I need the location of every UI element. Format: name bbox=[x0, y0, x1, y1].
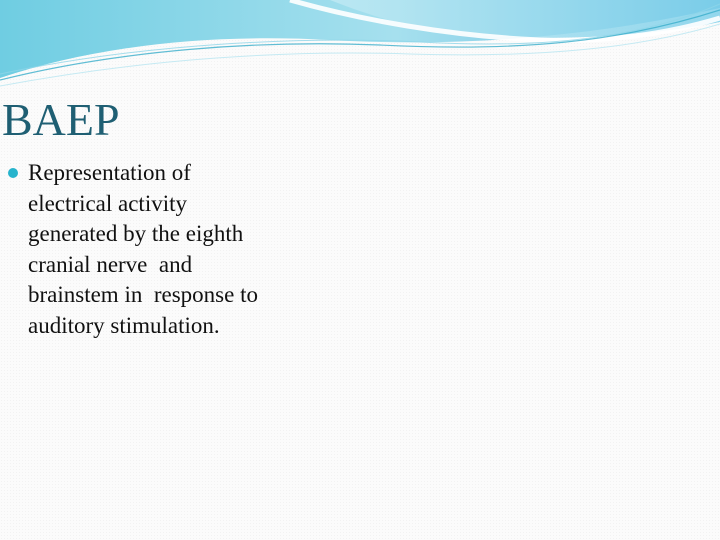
slide-title: BAEP bbox=[2, 94, 120, 145]
bullet-list bbox=[8, 158, 328, 342]
bullet-text-line: Representation of bbox=[28, 160, 191, 185]
bullet-text-line: brainstem in response to bbox=[28, 282, 258, 308]
bullet-text-line: electrical activity bbox=[28, 190, 187, 216]
bullet-text-line: generated by the eighth bbox=[28, 221, 244, 247]
header-wave-decoration bbox=[0, 0, 720, 90]
bullet-text-line: auditory stimulation. bbox=[28, 312, 220, 338]
bullet-text-line: cranial nerve and bbox=[28, 251, 193, 277]
bullet-dot-icon bbox=[8, 168, 18, 178]
bullet-item bbox=[8, 158, 328, 342]
